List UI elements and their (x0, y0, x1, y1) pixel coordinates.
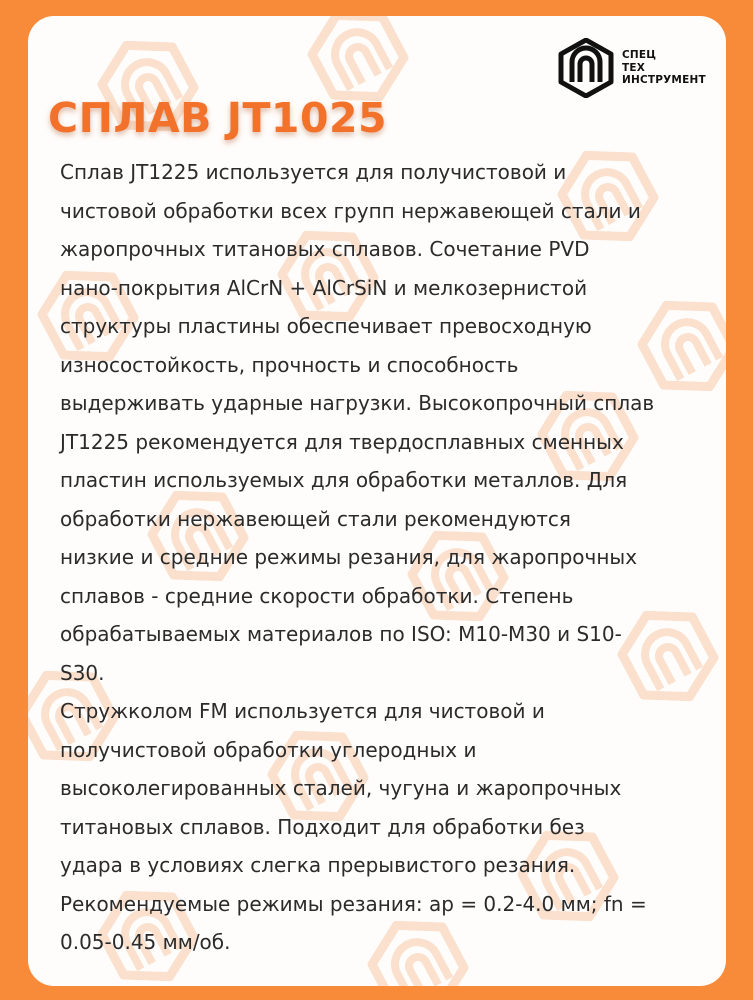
text-line: чистовой обработки всех групп нержавеющей стали и (60, 198, 641, 223)
hexagon-logo-icon (558, 38, 614, 98)
text-line: обработки нержавеющей стали рекомендуются (60, 506, 571, 531)
description-text (60, 153, 716, 962)
page-title: СПЛАВ JT1025 (48, 94, 388, 142)
text-line: 0.05-0.45 мм/об. (60, 930, 231, 954)
text-line: износостойкость, прочность и способность (60, 352, 519, 377)
brand-line-1: СПЕЦ (622, 49, 657, 61)
text-line: низкие и средние режимы резания, для жаропрочных (60, 545, 638, 569)
text-line: удара в условиях слегка прерывистого резания. (60, 853, 576, 877)
text-line: высоколегированных сталей, чугуна и жаропрочных (60, 776, 622, 800)
text-line: Стружколом FM используется для чистовой и (60, 699, 545, 723)
text-line: Сплав JT1225 используется для получистовой и (60, 160, 567, 184)
text-line: выдерживать ударные нагрузки. Высокопрочный сплав (60, 391, 655, 415)
brand-line-2: ТЕХ (622, 61, 646, 74)
paragraph-chipbreaker (60, 692, 716, 962)
text-line: обрабатываемых материалов по ISO: M10-M30 и S10- (60, 622, 622, 646)
text-line: S30. (60, 660, 105, 685)
text-line: получистовой обработки углеродных и (60, 737, 477, 762)
paragraph-alloy (60, 153, 716, 692)
text-line: пластин используемых для обработки металлов. Для (60, 468, 628, 492)
text-line: сплавов - средние скорости обработки. Степень (60, 583, 574, 608)
text-line: структуры пластины обеспечивает превосходную (60, 314, 592, 338)
content-card (28, 16, 726, 986)
text-line: Рекомендуемые режимы резания: ap = 0.2-4.0 мм; fn = (60, 891, 647, 916)
text-line: JT1225 рекомендуется для твердосплавных сменных (60, 429, 624, 454)
text-line: титановых сплавов. Подходит для обработки без (60, 814, 585, 839)
text-line: нано-покрытия AlCrN + AlCrSiN и мелкозернистой (60, 275, 588, 300)
brand-line-3: ИНСТРУМЕНТ (622, 74, 706, 86)
brand-logo (558, 38, 718, 102)
text-line: жаропрочных титановых сплавов. Сочетание PVD (60, 237, 590, 261)
brand-name (622, 49, 706, 87)
